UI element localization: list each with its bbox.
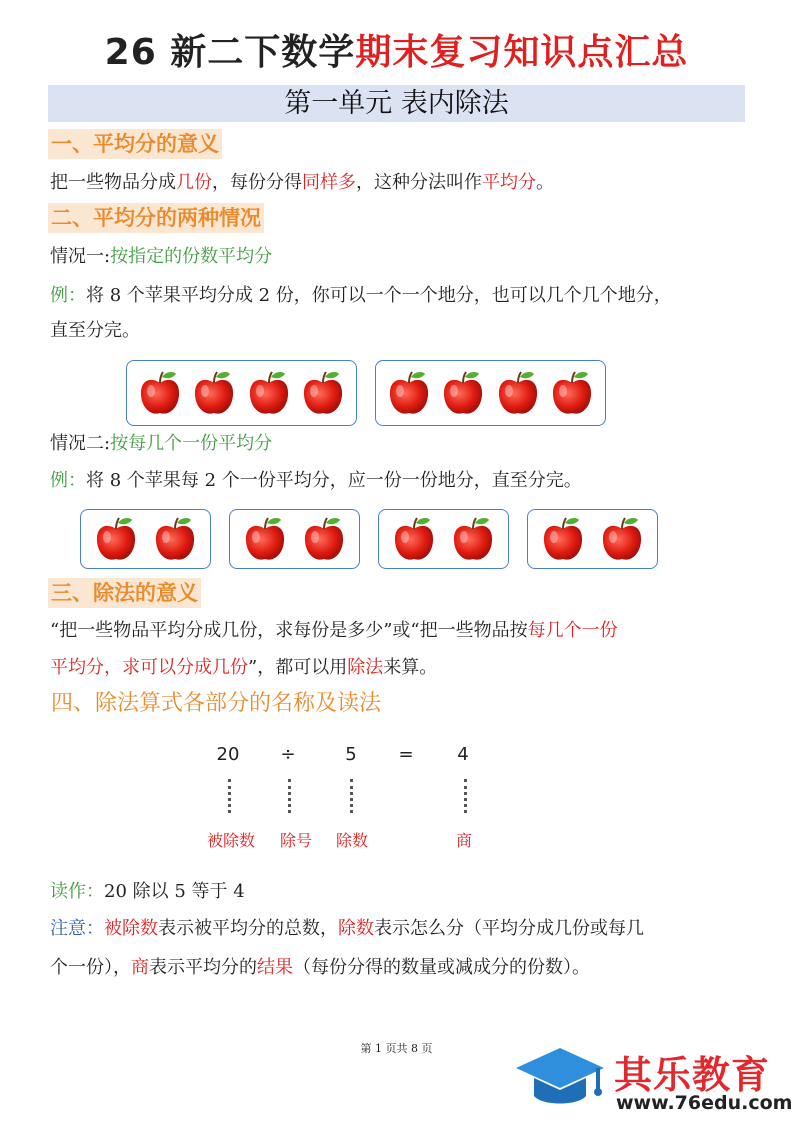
dotted-connector — [228, 779, 235, 813]
example1-line2: 直至分完。 — [50, 320, 140, 341]
graduation-cap-icon — [512, 1044, 608, 1114]
formula-dividend: 20 — [216, 744, 240, 765]
apple-icon — [392, 515, 436, 563]
formula-divisor: 5 — [345, 744, 357, 765]
note-line2: 个一份），商表示平均分的结果（每份分得的数量或减成分的份数）。 — [50, 957, 590, 978]
section3-line1: “把一些物品平均分成几份，求每份是多少”或“把一些物品按每几个一份 — [50, 620, 618, 641]
example2-line: 例：将 8 个苹果每 2 个一份平均分，应一份一份地分，直至分完。 — [50, 470, 582, 491]
label-quotient: 商 — [455, 831, 472, 850]
apple-icon — [441, 369, 485, 417]
apple-icon — [550, 369, 594, 417]
dotted-connector — [464, 779, 471, 813]
apple-icon — [192, 369, 236, 417]
apple-pair-4 — [527, 509, 658, 569]
section4-heading: 四、除法算式各部分的名称及读法 — [51, 691, 382, 716]
unit-heading: 第一单元 表内除法 — [48, 85, 745, 122]
section2-heading: 二、平均分的两种情况 — [48, 203, 264, 233]
label-dividend: 被除数 — [206, 831, 255, 850]
page-title — [0, 24, 793, 75]
section1-heading: 一、平均分的意义 — [48, 129, 222, 159]
case1-line: 情况一:按指定的份数平均分 — [50, 246, 273, 267]
note-line1: 注意：被除数表示被平均分的总数，除数表示怎么分（平均分成几份或每几 — [50, 918, 644, 939]
apple-icon — [600, 515, 644, 563]
label-divide-sign: 除号 — [279, 831, 312, 850]
title-part1: 26 新二下数学 — [104, 32, 356, 73]
apple-icon — [541, 515, 585, 563]
logo — [508, 1040, 793, 1120]
apple-icon — [496, 369, 540, 417]
title-part2: 期末复习知识点汇总 — [355, 32, 689, 73]
apple-icon — [451, 515, 495, 563]
apple-pair-2 — [229, 509, 360, 569]
apple-icon — [138, 369, 182, 417]
apple-icon — [387, 369, 431, 417]
section1-text: 把一些物品分成几份，每份分得同样多，这种分法叫作平均分。 — [50, 172, 554, 193]
case2-line: 情况二:按每几个一份平均分 — [50, 433, 273, 454]
formula-quotient: 4 — [457, 744, 469, 765]
dotted-connector — [288, 779, 295, 813]
apple-icon — [153, 515, 197, 563]
apple-group-1 — [126, 360, 357, 426]
apple-icon — [94, 515, 138, 563]
page-footer: 第 1 页共 8 页 — [360, 1042, 433, 1055]
read-line: 读作：20 除以 5 等于 4 — [50, 881, 245, 902]
logo-url: www.76edu.com — [616, 1092, 793, 1114]
apple-group-2 — [375, 360, 606, 426]
apple-icon — [301, 369, 345, 417]
apple-pair-3 — [378, 509, 509, 569]
formula-equals: = — [398, 744, 414, 765]
apple-pair-1 — [80, 509, 211, 569]
apple-icon — [243, 515, 287, 563]
section3-line2: 平均分，求可以分成几份”，都可以用除法来算。 — [50, 657, 438, 678]
logo-name: 其乐教育 — [614, 1053, 771, 1097]
apple-icon — [247, 369, 291, 417]
label-divisor: 除数 — [335, 831, 368, 850]
dotted-connector — [350, 779, 357, 813]
formula-divide-sign: ÷ — [280, 744, 296, 765]
apple-icon — [302, 515, 346, 563]
example1-line1: 例：将 8 个苹果平均分成 2 份，你可以一个一个地分，也可以几个几个地分， — [50, 285, 672, 306]
section3-heading: 三、除法的意义 — [48, 578, 201, 608]
